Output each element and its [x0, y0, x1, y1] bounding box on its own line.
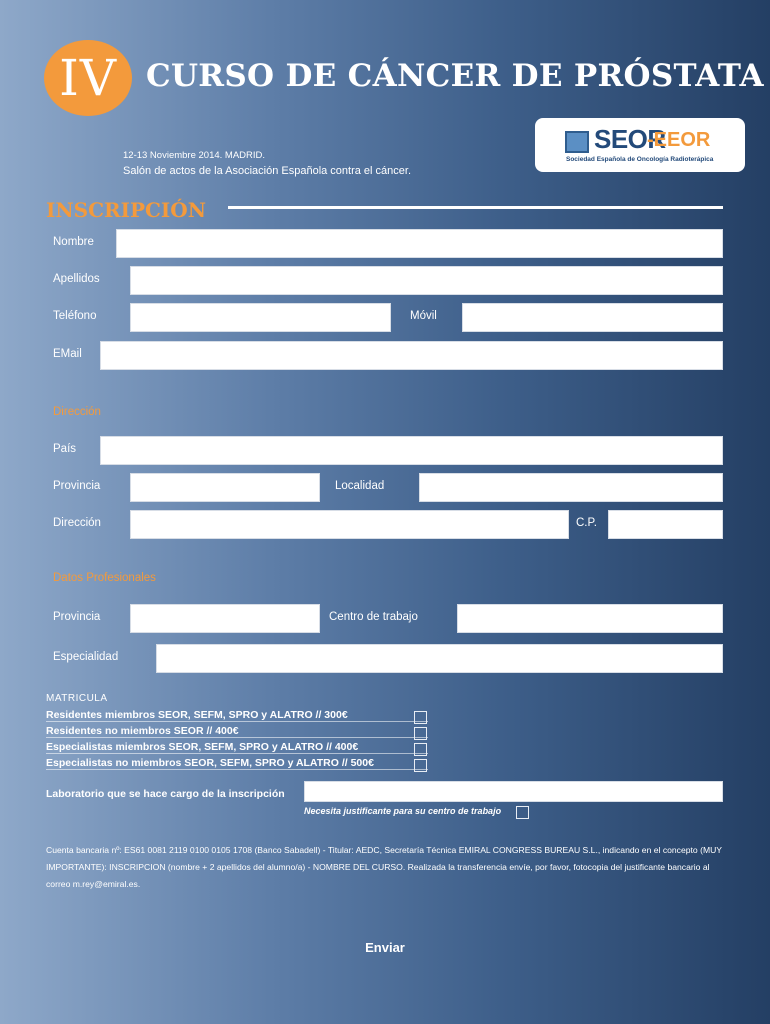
bank-info-text: Cuenta bancaria nº: ES61 0081 2119 0100 0105 1708 (Banco Sabadell) - Titular: AEDC, Secretaría Técnica EMIRAL CONGRESS BUREAU S.L., indicando en el concepto (MUY IMPORTANTE): INSCRIPCION (nombre + 2 apellidos del alumno/a) - NOMBRE DEL CURSO. Realizada la transferencia envíe, por favor, fotocopia del justificante bancario al correo m.rey@emiral.es.	[46, 845, 722, 889]
laboratorio-field[interactable]	[304, 781, 723, 802]
cp-field[interactable]	[608, 510, 723, 539]
telefono-field[interactable]	[130, 303, 391, 332]
movil-label: Móvil	[410, 310, 437, 322]
email-field[interactable]	[100, 341, 723, 370]
matricula-option-4: Especialistas no miembros SEOR, SEFM, SPRO y ALATRO // 500€	[46, 757, 428, 770]
apellidos-label: Apellidos	[53, 273, 100, 285]
justificante-label: Necesita justificante para su centro de trabajo	[304, 806, 502, 816]
submit-button[interactable]: Enviar	[365, 940, 405, 955]
matricula-option-2: Residentes no miembros SEOR // 400€	[46, 725, 428, 738]
matricula-checkbox-1[interactable]	[414, 711, 427, 724]
direccion-label: Dirección	[53, 517, 101, 529]
section-divider	[228, 206, 723, 209]
provincia-label: Provincia	[53, 480, 101, 492]
matricula-option-1: Residentes miembros SEOR, SEFM, SPRO y ALATRO // 300€	[46, 709, 428, 722]
nombre-field[interactable]	[116, 229, 723, 258]
matricula-checkbox-4[interactable]	[414, 759, 427, 772]
direccion-field[interactable]	[130, 510, 569, 539]
localidad-field[interactable]	[419, 473, 723, 502]
edition-badge: IV	[44, 40, 132, 116]
laboratorio-label: Laboratorio que se hace cargo de la inscripción	[46, 788, 285, 800]
course-title: CURSO DE CÁNCER DE PRÓSTATA	[146, 58, 764, 94]
matricula-checkbox-3[interactable]	[414, 743, 427, 756]
movil-field[interactable]	[462, 303, 723, 332]
section-title-inscripcion: INSCRIPCIÓN	[46, 198, 206, 222]
especialidad-field[interactable]	[156, 644, 723, 673]
seor-logo-icon	[565, 131, 589, 153]
matricula-checkbox-2[interactable]	[414, 727, 427, 740]
provincia-profesional-label: Provincia	[53, 611, 101, 623]
matricula-heading: MATRICULA	[46, 693, 108, 704]
logo-seor-text: SEOR	[594, 124, 666, 154]
datos-profesionales-heading: Datos Profesionales	[53, 572, 156, 584]
email-label: EMail	[53, 348, 82, 360]
apellidos-field[interactable]	[130, 266, 723, 295]
matricula-option-3: Especialistas miembros SEOR, SEFM, SPRO y ALATRO // 400€	[46, 741, 428, 754]
nombre-label: Nombre	[53, 236, 94, 248]
logo-eeor-text: -EEOR	[647, 129, 711, 151]
event-venue: Salón de actos de la Asociación Española contra el cáncer.	[123, 165, 412, 177]
justificante-checkbox[interactable]	[516, 806, 529, 819]
centro-trabajo-field[interactable]	[457, 604, 723, 633]
logo-subtitle: Sociedad Española de Oncología Radioterápica	[566, 156, 714, 163]
localidad-label: Localidad	[335, 480, 385, 492]
provincia-field[interactable]	[130, 473, 320, 502]
event-date: 12-13 Noviembre 2014. MADRID.	[123, 150, 266, 161]
pais-field[interactable]	[100, 436, 723, 465]
telefono-label: Teléfono	[53, 310, 97, 322]
provincia-profesional-field[interactable]	[130, 604, 320, 633]
especialidad-label: Especialidad	[53, 651, 119, 663]
direccion-heading: Dirección	[53, 406, 101, 418]
cp-label: C.P.	[576, 517, 597, 529]
centro-trabajo-label: Centro de trabajo	[329, 611, 418, 623]
pais-label: País	[53, 443, 77, 455]
